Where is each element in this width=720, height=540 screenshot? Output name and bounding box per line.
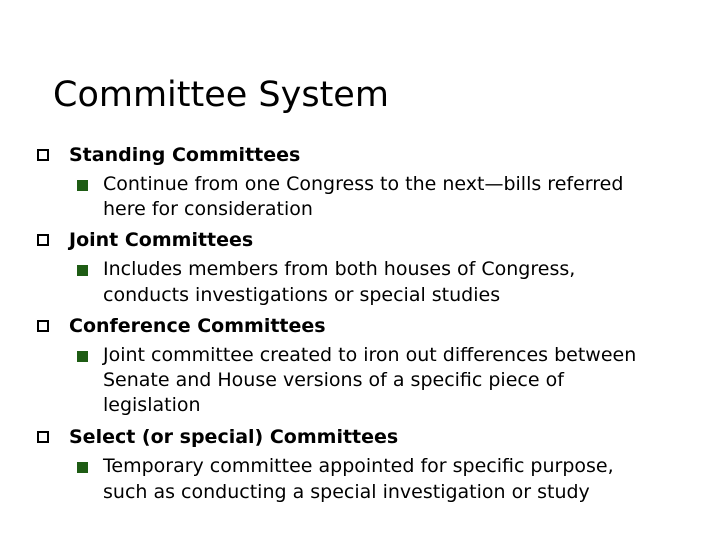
filled-square-bullet-icon	[77, 351, 88, 362]
bullet-heading: Standing Committees	[69, 144, 301, 166]
hollow-square-bullet-icon	[37, 149, 49, 161]
bullet-sub-line: here for consideration	[103, 198, 313, 220]
bullet-sub-line: Temporary committee appointed for specific purpose,	[103, 455, 614, 477]
bullet-sub-line: Continue from one Congress to the next—bills referred	[103, 173, 624, 195]
bullet-heading: Joint Committees	[69, 229, 254, 251]
bullet-heading: Conference Committees	[69, 315, 326, 337]
bullet-sub-line: Joint committee created to iron out differences between	[103, 344, 637, 366]
bullet-sub-line: Senate and House versions of a specific piece of	[103, 369, 564, 391]
hollow-square-bullet-icon	[37, 431, 49, 443]
filled-square-bullet-icon	[77, 265, 88, 276]
hollow-square-bullet-icon	[37, 320, 49, 332]
slide-title: Committee System	[53, 75, 389, 115]
filled-square-bullet-icon	[77, 462, 88, 473]
filled-square-bullet-icon	[77, 180, 88, 191]
bullet-sub-line: Includes members from both houses of Congress,	[103, 258, 576, 280]
bullet-heading: Select (or special) Committees	[69, 426, 399, 448]
bullet-sub-line: legislation	[103, 394, 201, 416]
bullet-sub-line: conducts investigations or special studies	[103, 284, 501, 306]
hollow-square-bullet-icon	[37, 234, 49, 246]
bullet-sub-line: such as conducting a special investigation or study	[103, 481, 590, 503]
